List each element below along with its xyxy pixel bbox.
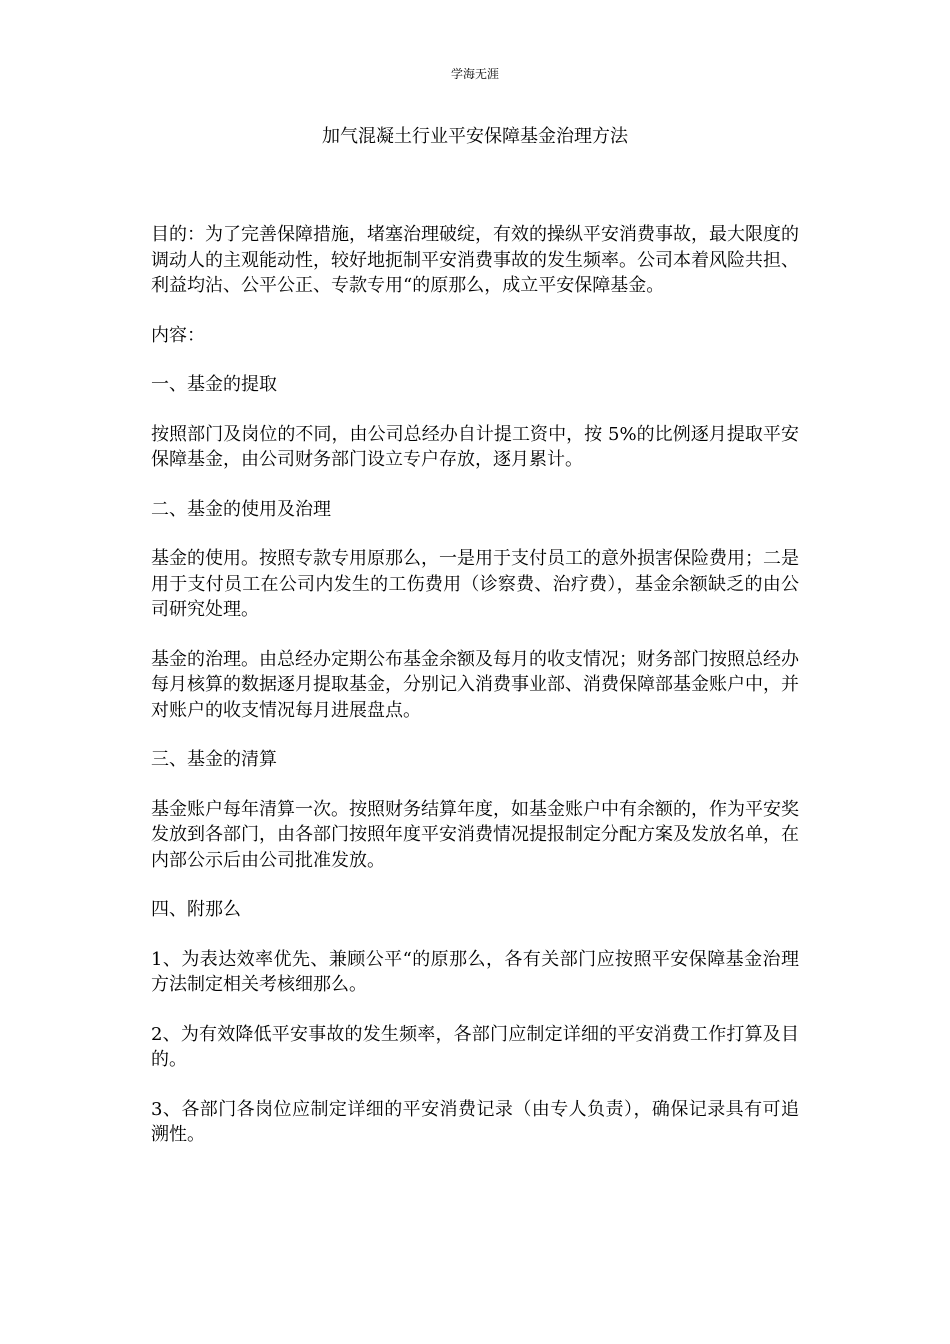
section-heading-1: 一、基金的提取 [151,374,277,395]
content-label: 内容： [151,324,205,346]
section-3-paragraph: 基金账户每年清算一次。按照财务结算年度，如基金账户中有余额的，作为平安奖发放到各部门，由各部门按照年度平安消费情况提报制定分配方案及发放名单，在内部公示后由公司批准发放。 [151,798,799,871]
list-item: 2、为有效降低平安事故的发生频率，各部门应制定详细的平安消费工作打算及目的。 [151,1023,799,1070]
section-2-paragraph-management: 基金的治理。由总经办定期公布基金余额及每月的收支情况；财务部门按照总经办每月核算的数据逐月提取基金，分别记入消费事业部、消费保障部基金账户中，并对账户的收支情况每月进展盘点。 [151,648,799,721]
section-2-paragraph-usage: 基金的使用。按照专款专用原那么，一是用于支付员工的意外损害保险费用；二是用于支付员工在公司内发生的工伤费用（诊察费、治疗费），基金余额缺乏的由公司研究处理。 [151,548,799,620]
document-body [151,222,799,1172]
document-title: 加气混凝土行业平安保障基金治理方法 [322,126,628,147]
section-heading-4: 四、附那么 [151,899,241,920]
list-item: 1、为表达效率优先、兼顾公平“的原那么，各有关部门应按照平安保障基金治理方法制定相关考核细那么。 [151,948,799,995]
section-heading-2: 二、基金的使用及治理 [151,498,331,520]
list-item: 3、各部门各岗位应制定详细的平安消费记录（由专人负责），确保记录具有可追溯性。 [151,1098,799,1145]
page-header: 学海无涯 [450,67,499,81]
section-heading-3: 三、基金的清算 [151,749,277,770]
section-1-paragraph: 按照部门及岗位的不同，由公司总经办自计提工资中，按 5%的比例逐月提取平安保障基金，由公司财务部门设立专户存放，逐月累计。 [151,423,799,470]
purpose-paragraph: 目的：为了完善保障措施，堵塞治理破绽，有效的操纵平安消费事故，最大限度的调动人的主观能动性，较好地扼制平安消费事故的发生频率。公司本着风险共担、利益均沾、公平公正、专款专用“的原那么，成立平安保障基金。 [151,224,799,296]
